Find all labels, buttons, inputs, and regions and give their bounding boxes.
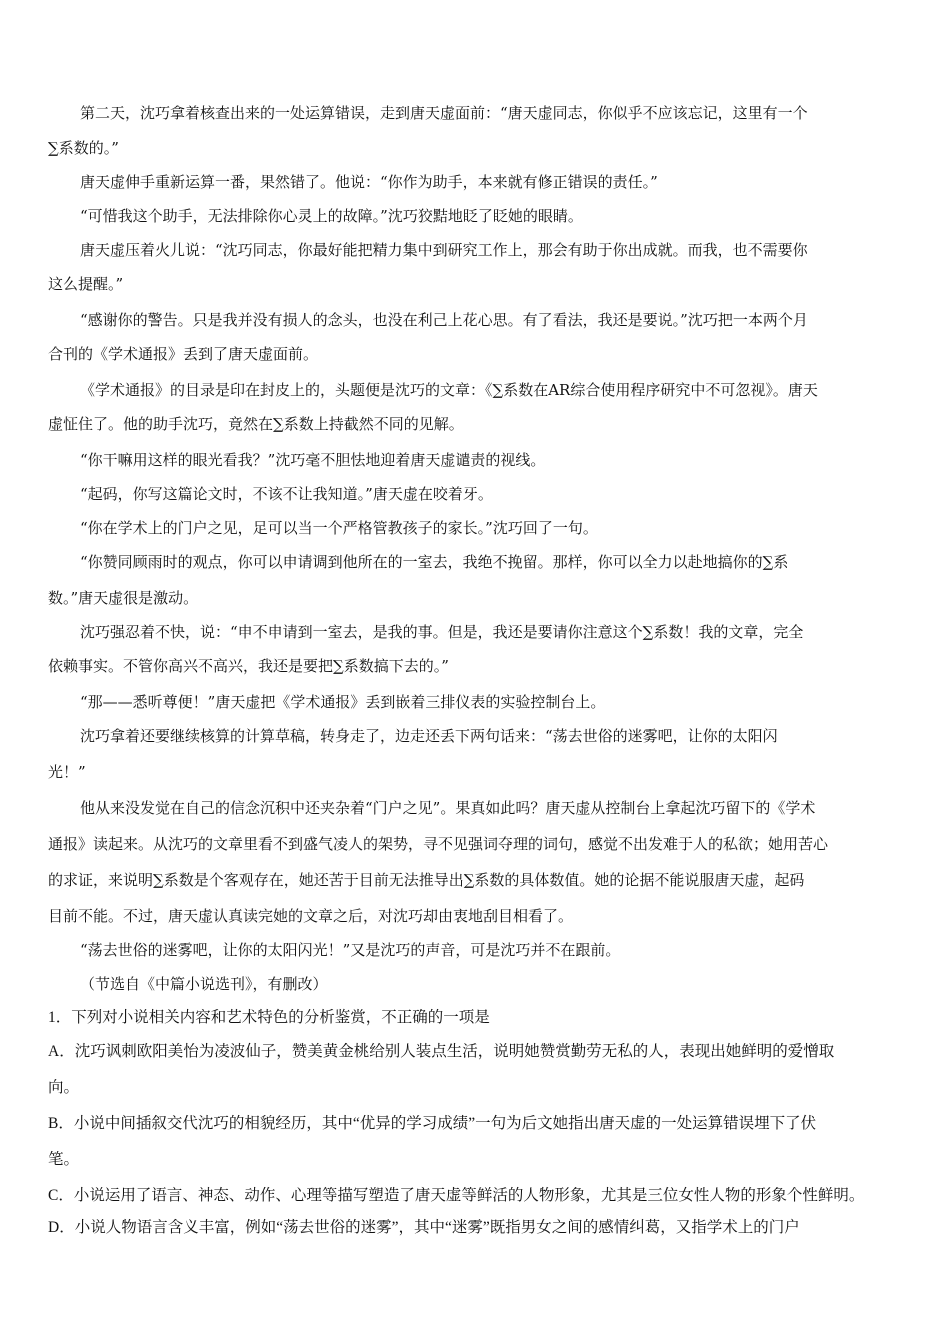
option-c: C．小说运用了语言、神态、动作、心理等描写塑造了唐天虚等鲜活的人物形象，尤其是三位女性人物的形象个性鲜明。 [48,1187,865,1204]
passage-line: 数。”唐天虚很是激动。 [48,589,199,607]
passage-line: 依赖事实。不管你高兴不高兴，我还是要把∑系数搞下去的。” [48,657,449,675]
option-b-continued: 笔。 [48,1151,80,1168]
passage-line: “感谢你的警告。只是我并没有损人的念头，也没在利己上花心思。有了看法，我还是要说。”沈巧把一本两个月 [80,311,808,329]
passage-line: “你在学术上的门户之见，足可以当一个严格管教孩子的家长。”沈巧回了一句。 [80,519,598,537]
passage-line: “你赞同顾雨时的观点，你可以申请调到他所在的一室去，我绝不挽留。那样，你可以全力以赴地搞你的∑系 [80,553,789,571]
passage-line: “起码，你写这篇论文时，不该不让我知道。”唐天虚在咬着牙。 [80,485,493,503]
option-b: B．小说中间插叙交代沈巧的相貌经历，其中“优异的学习成绩”一句为后文她指出唐天虚的一处运算错误埋下了伏 [48,1115,817,1132]
passage-line: “你干嘛用这样的眼光看我？”沈巧毫不胆怯地迎着唐天虚谴责的视线。 [80,451,546,469]
passage-line: 目前不能。不过，唐天虚认真读完她的文章之后，对沈巧却由衷地刮目相看了。 [48,907,574,925]
passage-line: 通报》读起来。从沈巧的文章里看不到盛气凌人的架势，寻不见强词夺理的词句，感觉不出发难于人的私欲；她用苦心 [48,835,829,853]
option-a-continued: 向。 [48,1079,80,1096]
passage-line: 光！” [48,763,86,781]
source-note: （节选自《中篇小说选刊》，有删改） [80,975,328,993]
passage-line: “那——悉听尊便！”唐天虚把《学术通报》丢到嵌着三排仪表的实验控制台上。 [80,693,606,711]
passage-line: 第二天，沈巧拿着核查出来的一处运算错误，走到唐天虚面前：“唐天虚同志，你似乎不应该忘记，这里有一个 [80,104,808,122]
passage-line: 《学术通报》的目录是印在封皮上的，头题便是沈巧的文章：《∑系数在AR综合使用程序研究中不可忽视》。唐天 [80,381,818,399]
passage-line: 唐天虚压着火儿说：“沈巧同志，你最好能把精力集中到研究工作上，那会有助于你出成就。而我，也不需要你 [80,241,808,259]
passage-line: 他从来没发觉在自己的信念沉积中还夹杂着“门户之见”。果真如此吗？唐天虚从控制台上拿起沈巧留下的《学术 [80,799,816,817]
passage-line: 合刊的《学术通报》丢到了唐天虚面前。 [48,345,319,363]
passage-line: “可惜我这个助手，无法排除你心灵上的故障。”沈巧狡黠地眨了眨她的眼睛。 [80,207,583,225]
passage-line: 的求证，来说明∑系数是个客观存在，她还苦于目前无法推导出∑系数的具体数值。她的论据不能说服唐天虚，起码 [48,871,805,889]
option-d: D．小说人物语言含义丰富，例如“荡去世俗的迷雾”，其中“迷雾”既指男女之间的感情纠葛，又指学术上的门户 [48,1219,800,1236]
passage-line: ∑系数的。” [48,139,119,157]
passage-line: 沈巧拿着还要继续核算的计算草稿，转身走了，边走还丢下两句话来：“荡去世俗的迷雾吧，让你的太阳闪 [80,727,778,745]
option-a: A．沈巧讽刺欧阳美怡为凌波仙子，赞美黄金桃给别人装点生活，说明她赞赏勤劳无私的人，表现出她鲜明的爱憎取 [48,1043,835,1060]
passage-line: “荡去世俗的迷雾吧，让你的太阳闪光！”又是沈巧的声音，可是沈巧并不在跟前。 [80,941,621,959]
passage-line: 沈巧强忍着不快，说：“申不申请到一室去，是我的事。但是，我还是要请你注意这个∑系数！我的文章，完全 [80,623,804,641]
passage-line: 虚怔住了。他的助手沈巧，竟然在∑系数上持截然不同的见解。 [48,415,464,433]
question-stem: 1．下列对小说相关内容和艺术特色的分析鉴赏，不正确的一项是 [48,1009,490,1026]
passage-line: 唐天虚伸手重新运算一番，果然错了。他说：“你作为助手，本来就有修正错误的责任。” [80,173,658,191]
passage-line: 这么提醒。” [48,275,124,293]
